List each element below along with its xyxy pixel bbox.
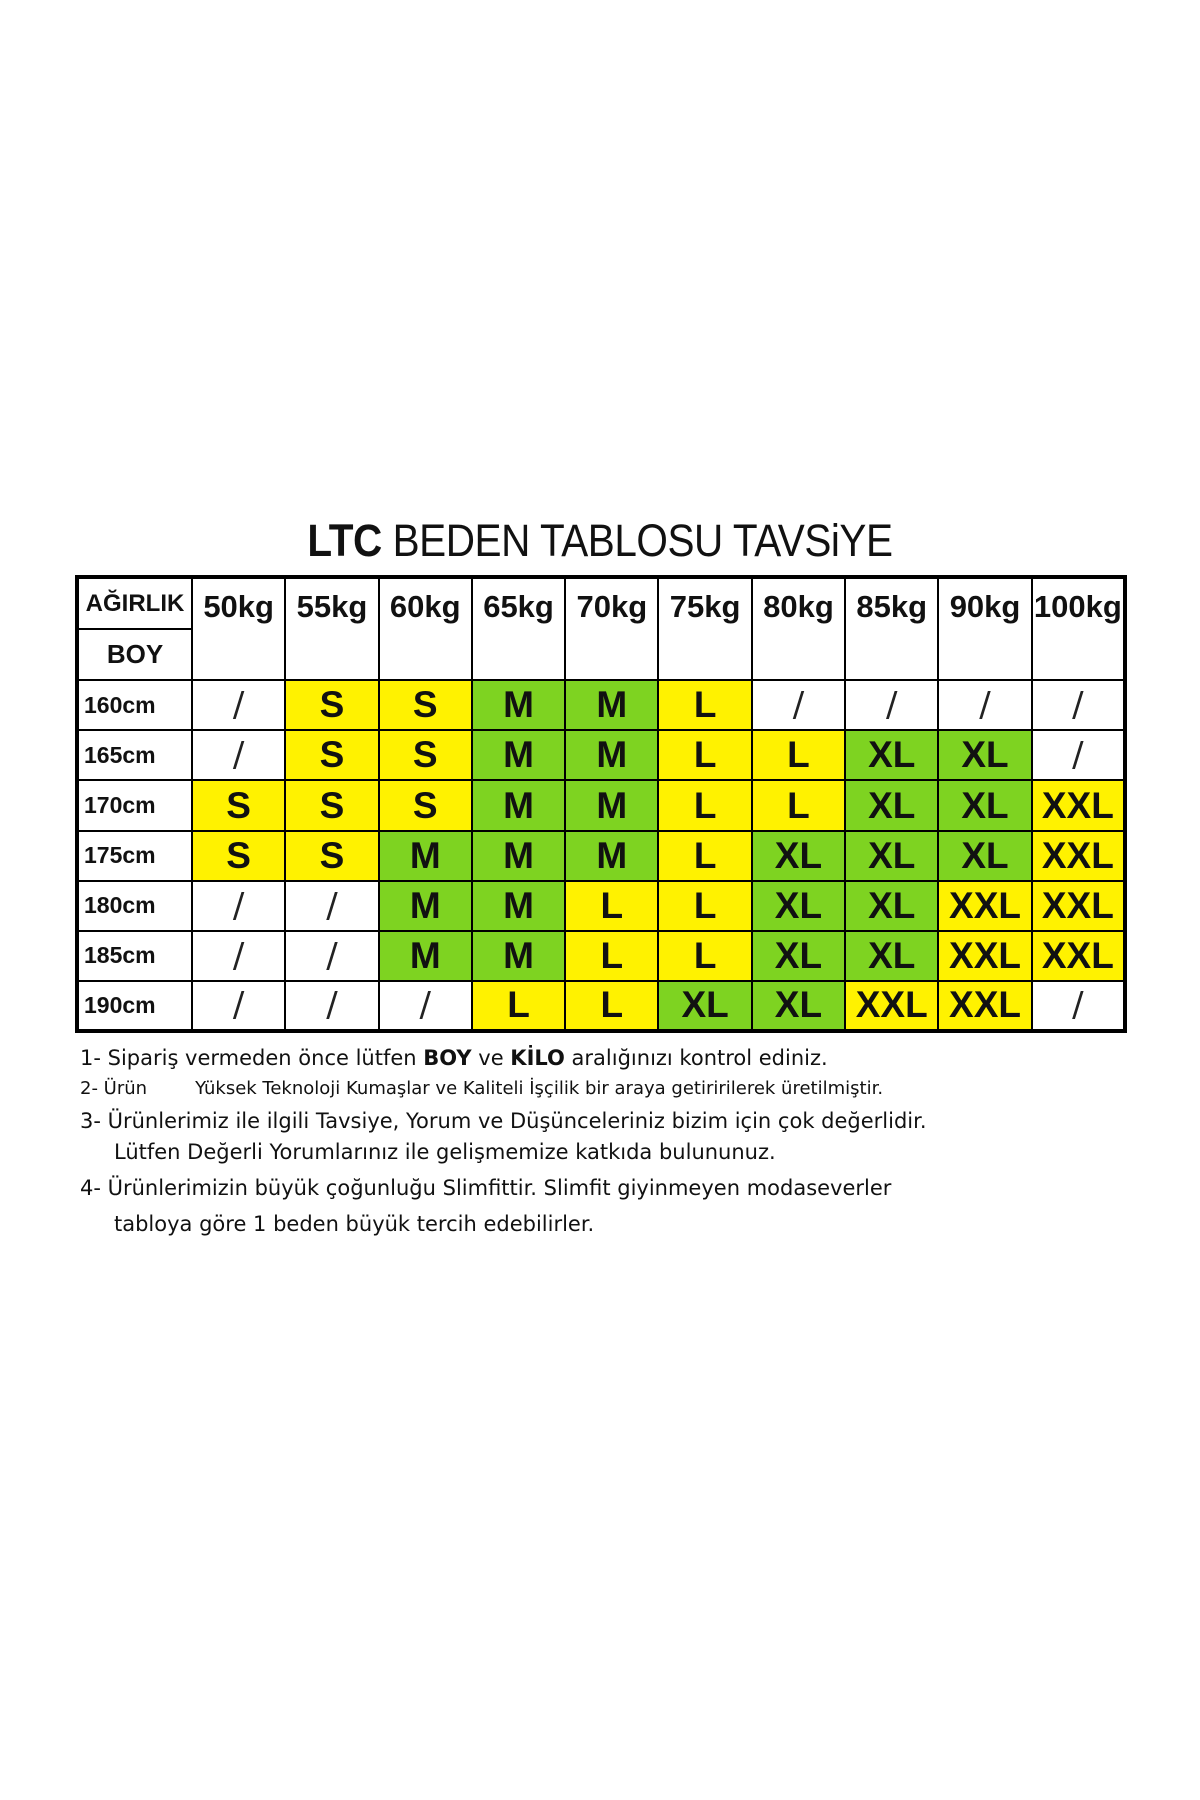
note-2	[80, 1078, 1140, 1099]
size-cell: XXL	[938, 881, 1031, 931]
size-cell: XL	[938, 730, 1031, 780]
height-label: 190cm	[77, 981, 192, 1031]
weight-col-header: 60kg	[379, 577, 472, 680]
size-cell: M	[565, 831, 658, 881]
note-4b-text: tabloya göre 1 beden büyük tercih edebilirler.	[114, 1212, 595, 1236]
size-cell: M	[565, 680, 658, 730]
height-header: BOY	[77, 629, 192, 680]
size-cell: M	[472, 780, 565, 830]
size-cell: XXL	[1032, 931, 1125, 981]
note-3-text: 3- Ürünlerimiz ile ilgili Tavsiye, Yorum ve Düşünceleriniz bizim için çok değerlidir.	[80, 1109, 927, 1133]
size-cell: S	[379, 680, 472, 730]
size-cell: XL	[752, 931, 845, 981]
header-row	[77, 577, 1125, 629]
title-brand: LTC	[307, 515, 382, 566]
size-cell: M	[472, 730, 565, 780]
note-1-end: aralığınızı kontrol ediniz.	[564, 1046, 828, 1070]
weight-header: AĞIRLIK	[77, 577, 192, 629]
weight-col-header: 85kg	[845, 577, 938, 680]
size-cell: XL	[845, 780, 938, 830]
size-cell: L	[658, 881, 751, 931]
size-cell: S	[285, 680, 378, 730]
size-cell: L	[565, 881, 658, 931]
height-label: 185cm	[77, 931, 192, 981]
empty-cell: /	[192, 981, 285, 1031]
size-cell: S	[285, 831, 378, 881]
note-4-text: 4- Ürünlerimizin büyük çoğunluğu Slimfittir. Slimfit giyinmeyen modaseverler	[80, 1176, 892, 1200]
size-cell: L	[565, 931, 658, 981]
size-cell: XL	[938, 780, 1031, 830]
size-cell: XXL	[938, 931, 1031, 981]
empty-cell: /	[192, 680, 285, 730]
size-cell: M	[472, 881, 565, 931]
size-cell: XXL	[1032, 881, 1125, 931]
note-3b	[80, 1140, 1140, 1164]
size-cell: S	[285, 730, 378, 780]
size-cell: L	[658, 730, 751, 780]
table-row	[77, 881, 1125, 931]
table-row	[77, 780, 1125, 830]
size-cell: L	[565, 981, 658, 1031]
size-cell: M	[379, 881, 472, 931]
size-cell: S	[379, 730, 472, 780]
note-2-text: Yüksek Teknoloji Kumaşlar ve Kaliteli İşçilik bir araya getiririlerek üretilmiştir.	[195, 1078, 884, 1099]
height-label: 165cm	[77, 730, 192, 780]
size-cell: L	[658, 680, 751, 730]
size-cell: L	[658, 831, 751, 881]
size-cell: M	[565, 730, 658, 780]
note-3b-text: Lütfen Değerli Yorumlarınız ile gelişmemize katkıda bulununuz.	[114, 1140, 776, 1164]
note-1	[80, 1046, 1140, 1070]
size-cell: M	[472, 931, 565, 981]
height-label: 170cm	[77, 780, 192, 830]
empty-cell: /	[285, 981, 378, 1031]
size-cell: M	[379, 831, 472, 881]
notes	[80, 1042, 1140, 1236]
size-cell: XL	[845, 881, 938, 931]
height-label: 180cm	[77, 881, 192, 931]
note-1-kilo: KİLO	[510, 1046, 565, 1070]
size-cell: XL	[938, 831, 1031, 881]
size-cell: XXL	[1032, 780, 1125, 830]
size-table	[75, 575, 1127, 1033]
size-cell: XL	[752, 981, 845, 1031]
table-row	[77, 730, 1125, 780]
size-cell: XXL	[845, 981, 938, 1031]
size-cell: XL	[845, 831, 938, 881]
empty-cell: /	[845, 680, 938, 730]
note-3	[80, 1109, 1140, 1133]
size-cell: L	[658, 931, 751, 981]
size-cell: M	[379, 931, 472, 981]
size-cell: L	[658, 780, 751, 830]
empty-cell: /	[938, 680, 1031, 730]
size-table-body	[77, 577, 1125, 1031]
size-cell: M	[565, 780, 658, 830]
empty-cell: /	[1032, 730, 1125, 780]
empty-cell: /	[192, 881, 285, 931]
size-cell: XXL	[938, 981, 1031, 1031]
empty-cell: /	[752, 680, 845, 730]
table-row	[77, 931, 1125, 981]
size-cell: M	[472, 680, 565, 730]
size-cell: L	[472, 981, 565, 1031]
empty-cell: /	[285, 931, 378, 981]
size-cell: S	[379, 780, 472, 830]
empty-cell: /	[192, 931, 285, 981]
note-1-boy: BOY	[423, 1046, 472, 1070]
empty-cell: /	[192, 730, 285, 780]
size-cell: M	[472, 831, 565, 881]
weight-col-header: 70kg	[565, 577, 658, 680]
empty-cell: /	[1032, 680, 1125, 730]
table-row	[77, 831, 1125, 881]
empty-cell: /	[1032, 981, 1125, 1031]
size-cell: L	[752, 730, 845, 780]
size-cell: XL	[845, 730, 938, 780]
weight-col-header: 55kg	[285, 577, 378, 680]
size-cell: XL	[752, 831, 845, 881]
note-4	[80, 1176, 1140, 1200]
weight-col-header: 100kg	[1032, 577, 1125, 680]
empty-cell: /	[285, 881, 378, 931]
weight-col-header: 50kg	[192, 577, 285, 680]
height-label: 175cm	[77, 831, 192, 881]
size-cell: S	[192, 831, 285, 881]
empty-cell: /	[379, 981, 472, 1031]
size-cell: XL	[658, 981, 751, 1031]
note-2-prefix: 2- Ürün	[80, 1078, 148, 1099]
table-row	[77, 680, 1125, 730]
weight-col-header: 90kg	[938, 577, 1031, 680]
weight-col-header: 75kg	[658, 577, 751, 680]
size-cell: XL	[845, 931, 938, 981]
size-cell: S	[192, 780, 285, 830]
size-cell: L	[752, 780, 845, 830]
size-cell: XL	[752, 881, 845, 931]
weight-col-header: 80kg	[752, 577, 845, 680]
height-label: 160cm	[77, 680, 192, 730]
size-cell: XXL	[1032, 831, 1125, 881]
title-text: BEDEN TABLOSU TAVSiYE	[381, 515, 893, 566]
weight-col-header: 65kg	[472, 577, 565, 680]
note-4b	[80, 1212, 1140, 1236]
table-row	[77, 981, 1125, 1031]
chart-title	[60, 515, 1140, 567]
note-1-text: 1- Sipariş vermeden önce lütfen	[80, 1046, 424, 1070]
size-cell: S	[285, 780, 378, 830]
note-1-and: ve	[471, 1046, 511, 1070]
